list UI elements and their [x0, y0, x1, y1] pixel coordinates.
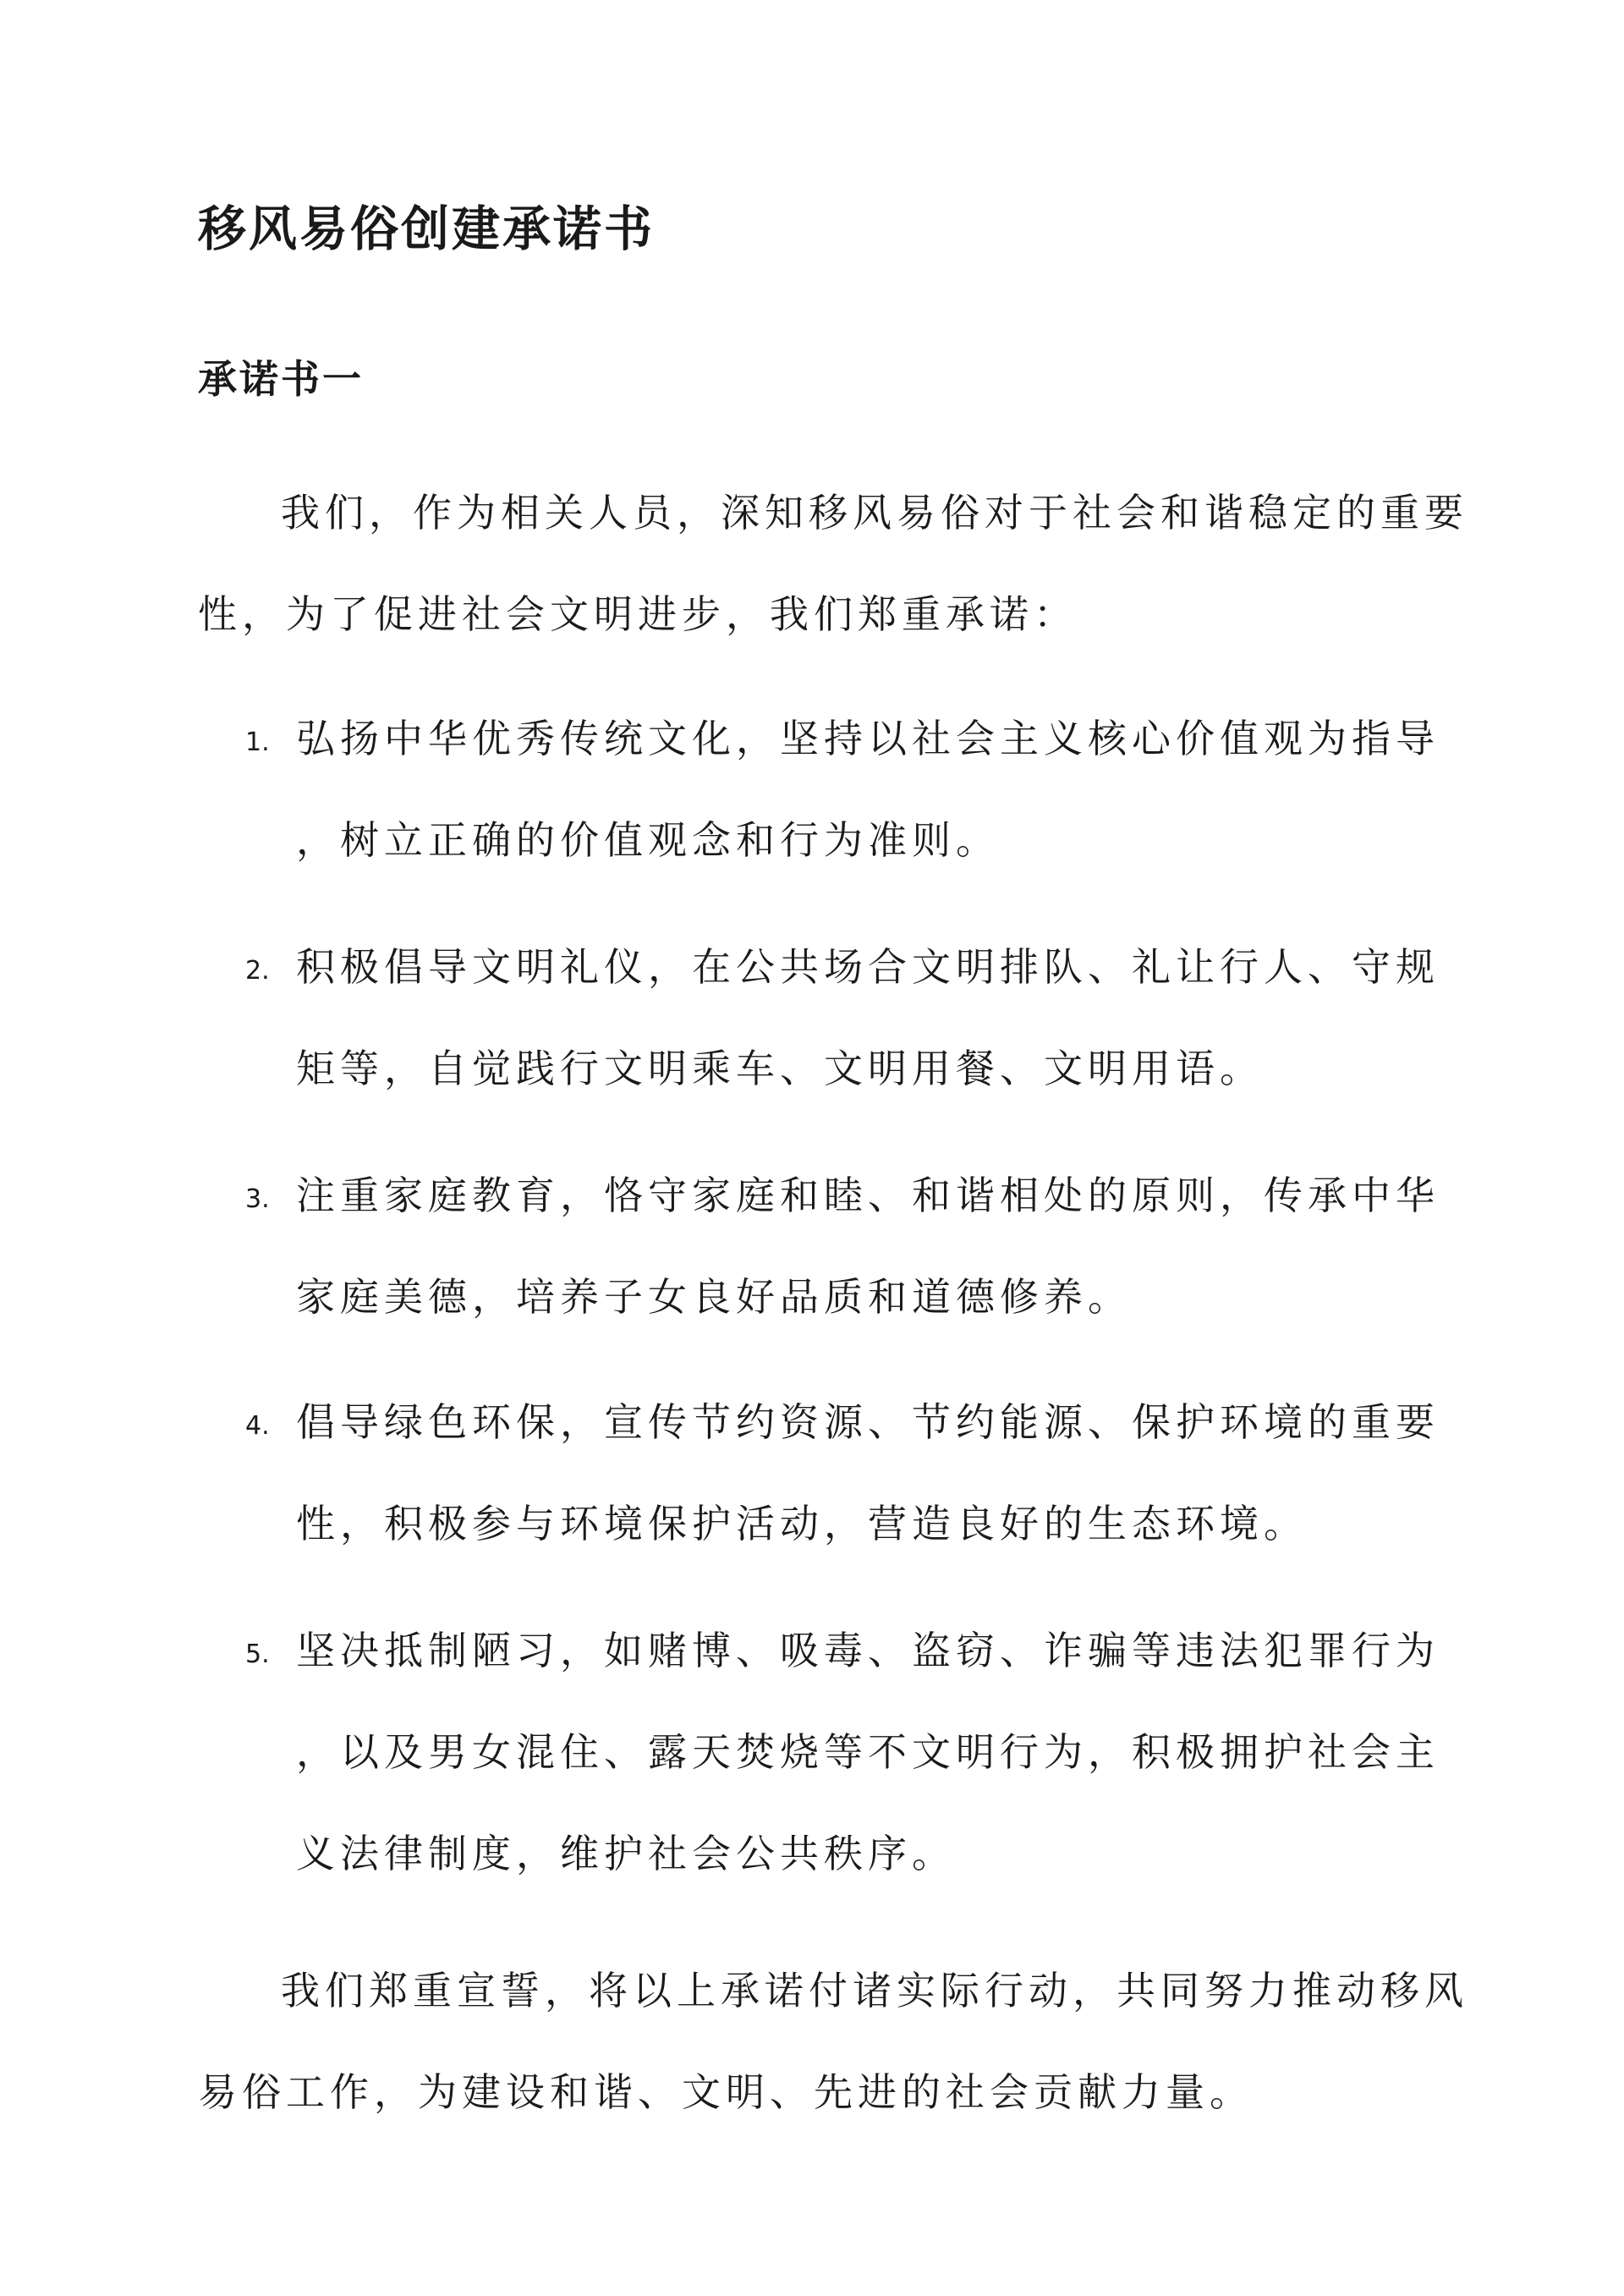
closing-line-2: 易俗工作，为建设和谐、文明、先进的社会贡献力量。: [198, 2069, 1254, 2115]
item-1-line-2: ，树立正确的价值观念和行为准则。: [296, 817, 1000, 863]
document-title: 移风易俗创建承诺书: [198, 201, 655, 257]
item-3-line-1: 注重家庭教育，恪守家庭和睦、和谐相处的原则，传承中华: [296, 1173, 1440, 1218]
item-number: 5.: [245, 1640, 270, 1669]
item-4-line-2: 性，积极参与环境保护活动，营造良好的生态环境。: [296, 1501, 1308, 1546]
item-2-line-2: 矩等，自觉践行文明乘车、文明用餐、文明用语。: [296, 1046, 1264, 1091]
item-2-line-1: 积极倡导文明礼仪，在公共场合文明排队、礼让行人、守规: [296, 944, 1440, 990]
item-number: 3.: [245, 1184, 270, 1214]
item-3-line-2: 家庭美德，培养子女良好品质和道德修养。: [296, 1274, 1132, 1320]
item-5-line-3: 义法律制度，维护社会公共秩序。: [296, 1831, 956, 1876]
intro-line-1: 我们，作为相关人员，深知移风易俗对于社会和谐稳定的重要: [281, 490, 1468, 536]
item-5-line-1: 坚决抵制陋习，如赌博、吸毒、盗窃、诈骗等违法犯罪行为: [296, 1628, 1440, 1673]
item-number: 2.: [245, 956, 270, 986]
intro-line-2: 性，为了促进社会文明进步，我们郑重承诺：: [198, 591, 1078, 637]
section-title: 承诺书一: [198, 356, 364, 402]
item-number: 4.: [245, 1411, 270, 1441]
item-number: 1.: [245, 728, 270, 757]
item-1-line-1: 弘扬中华优秀传统文化，坚持以社会主义核心价值观为指导: [296, 716, 1440, 761]
item-5-line-2: ，以及男女混住、露天焚烧等不文明行为，积极拥护社会主: [296, 1729, 1440, 1775]
closing-line-1: 我们郑重宣誓，将以上承诺付诸实际行动，共同努力推动移风: [281, 1968, 1468, 2013]
item-4-line-1: 倡导绿色环保，宣传节约资源、节约能源、保护环境的重要: [296, 1399, 1440, 1445]
